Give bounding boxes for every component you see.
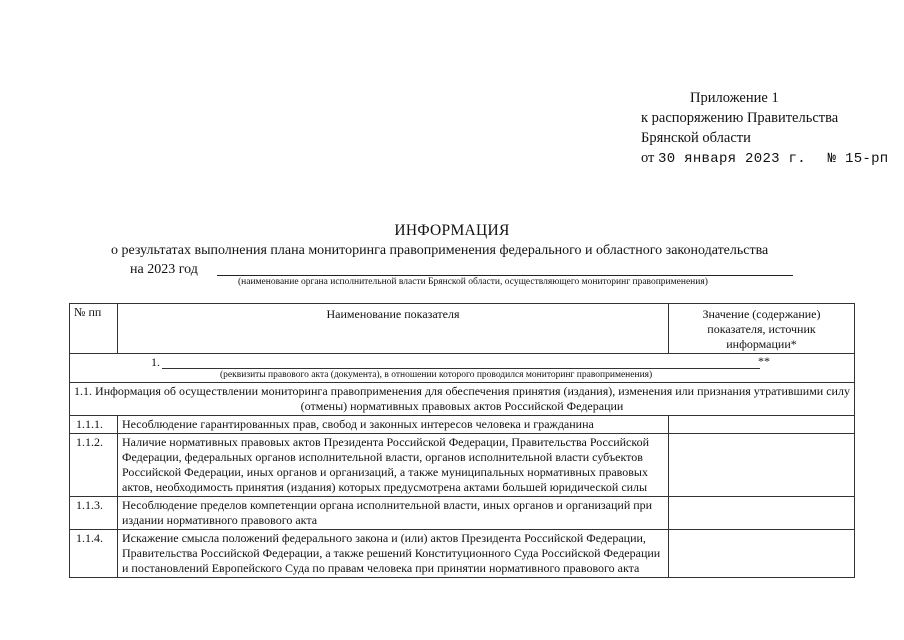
section-heading: 1.1. Информация об осуществлении мониторинга правоприменения для обеспечения принятия (издания), изменения или признания утратившими силу (отмены) нормативных правовых актов Российской Федерации <box>70 383 855 416</box>
annex-line-order: к распоряжению Правительства <box>641 110 839 126</box>
header-name: Наименование показателя <box>118 304 669 354</box>
organization-blank-line <box>217 275 793 276</box>
annex-date-line <box>641 148 889 169</box>
annex-date: 30 января 2023 г. <box>658 151 806 167</box>
row-num: 1.1.2. <box>70 434 118 497</box>
row-num: 1.1.1. <box>70 416 118 434</box>
table-row <box>70 530 855 578</box>
row-num: 1.1.4. <box>70 530 118 578</box>
table-row <box>70 416 855 434</box>
section-row <box>70 383 855 416</box>
annex-title: Приложение 1 <box>690 90 779 106</box>
annex-date-prefix: от <box>641 150 655 166</box>
legal-act-row <box>70 354 855 383</box>
year-label: на 2023 год <box>130 262 198 277</box>
organization-blank-note: (наименование органа исполнительной власти Брянской области, осуществляющего мониторинг правоприменения) <box>238 277 708 287</box>
row-text: Искажение смысла положений федерального закона и (или) актов Президента Российской Федерации, Правительства Российской Федерации, а также решений Конституционного Суда Российской Федерации и постановлений Европейского Суда по правам человека при принятии нормативного правового акта <box>118 530 669 578</box>
table-row <box>70 497 855 530</box>
table-row <box>70 434 855 497</box>
row-value <box>669 497 855 530</box>
annex-block <box>641 88 889 169</box>
row-num: 1.1.3. <box>70 497 118 530</box>
document-title: ИНФОРМАЦИЯ <box>394 222 510 239</box>
legal-act-note: (реквизиты правового акта (документа), в отношении которого проводился мониторинг правоприменения) <box>220 370 653 380</box>
legal-act-stars: ** <box>758 354 770 368</box>
row-value <box>669 434 855 497</box>
header-num: № пп <box>70 304 118 354</box>
row-text: Несоблюдение пределов компетенции органа исполнительной власти, иных органов и организаций при издании нормативного правового акта <box>118 497 669 530</box>
indicators-table <box>69 303 855 578</box>
row-text: Несоблюдение гарантированных прав, свобод и законных интересов человека и гражданина <box>118 416 669 434</box>
row-text: Наличие нормативных правовых актов Президента Российской Федерации, Правительства Российской Федерации, федеральных органов исполнительной власти, органов исполнительной власти субъектов Российской Федерации, иных органов и организаций, а также муниципальных нормативных правовых актов, необходимость принятия (издания) которых предусмотрена актами большей юридической силы <box>118 434 669 497</box>
annex-line-region: Брянской области <box>641 130 751 146</box>
document-subtitle: о результатах выполнения плана мониторинга правоприменения федерального и областного законодательства <box>111 243 769 258</box>
row-value <box>669 416 855 434</box>
legal-act-cell <box>70 354 855 383</box>
annex-number: № 15-рп <box>827 151 889 167</box>
legal-act-num: 1. <box>151 355 160 369</box>
row-value <box>669 530 855 578</box>
table-header-row <box>70 304 855 354</box>
header-value: Значение (содержание) показателя, источник информации* <box>669 304 855 354</box>
